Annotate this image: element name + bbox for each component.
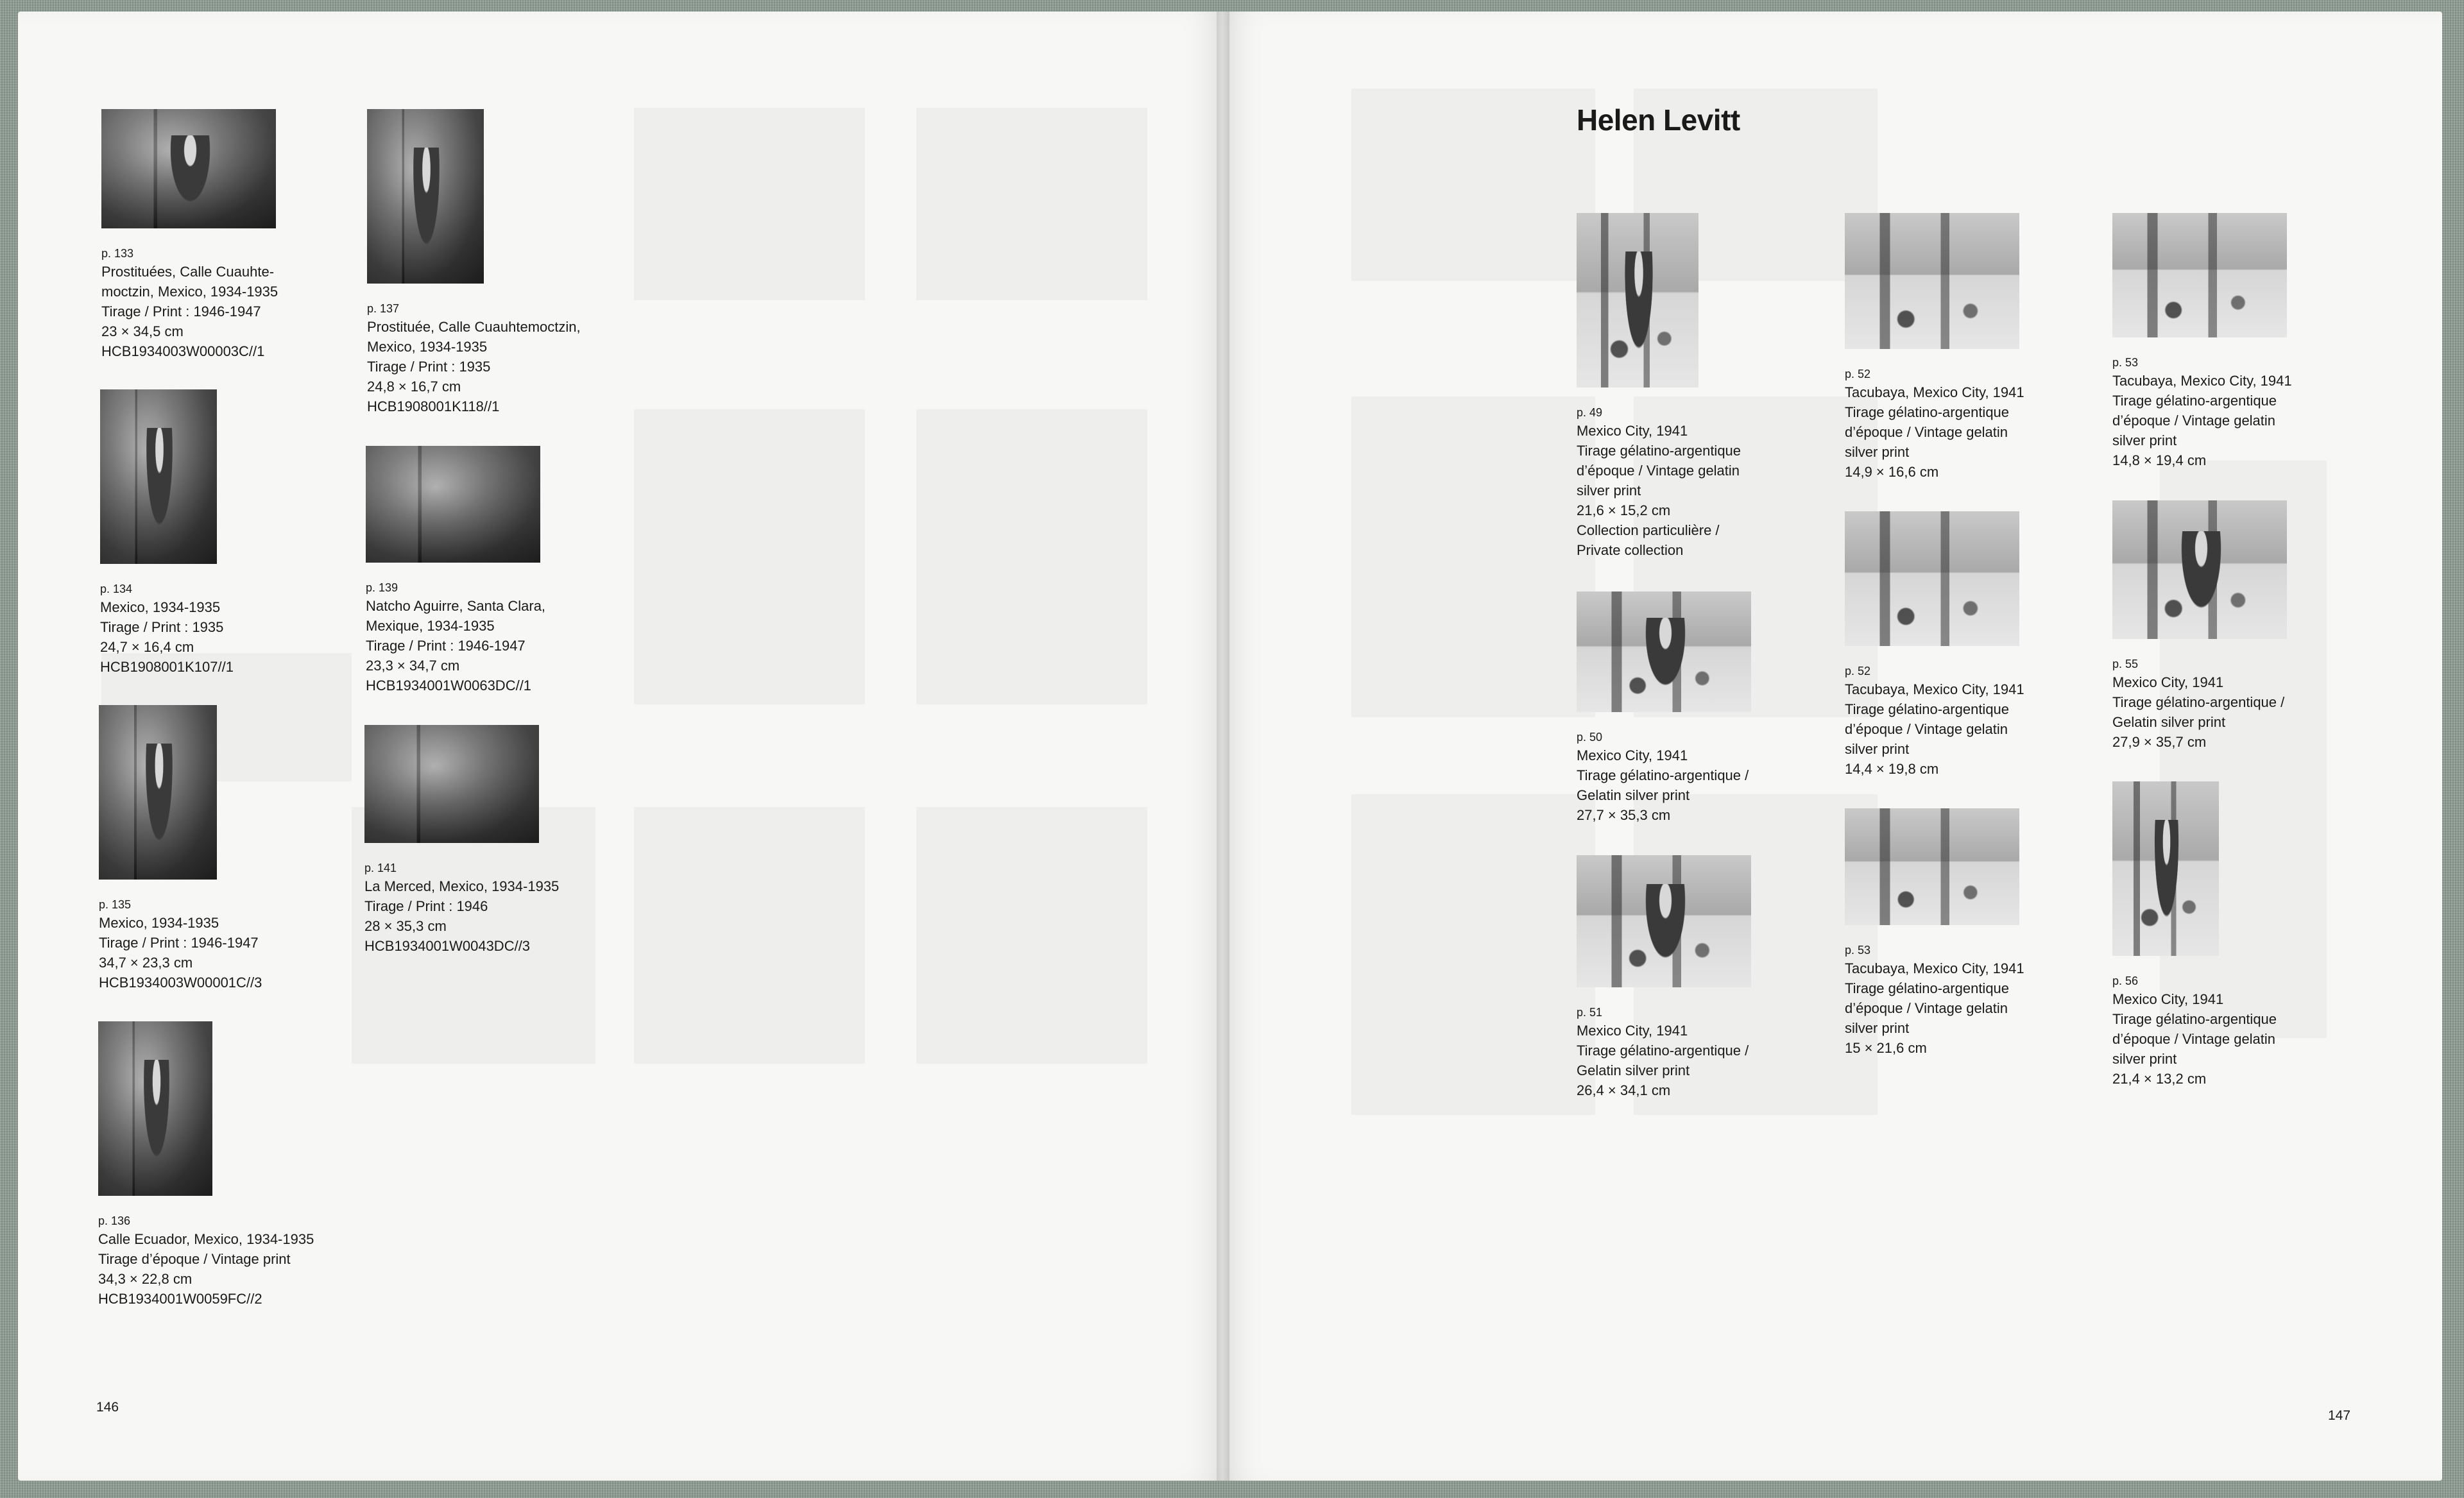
caption-line: 14,9 × 16,6 cm [1845,464,1939,480]
page-reference: p. 56 [2112,975,2139,987]
catalog-entry [2112,213,2382,470]
show-through [1351,89,1595,281]
caption-line: Tirage gélatino-argentique / [1577,767,1749,783]
entry-caption [98,1213,368,1309]
caption-line: Tirage d’époque / Vintage print [98,1251,291,1267]
page-reference: p. 52 [1845,368,1871,380]
caption-line: 34,7 × 23,3 cm [99,955,193,971]
caption-line: HCB1934001W0059FC//2 [98,1291,262,1307]
entry-caption [364,860,634,956]
catalog-entry [366,446,635,695]
caption-line: Mexico City, 1941 [1577,747,1688,763]
entry-caption [99,896,368,992]
caption-line: 21,4 × 13,2 cm [2112,1071,2207,1087]
photo-thumbnail [98,1021,212,1196]
caption-line: HCB1908001K107//1 [100,659,234,675]
catalog-entry [364,725,634,956]
catalog-entry [1845,213,2114,482]
caption-line: Tirage / Print : 1946 [364,898,488,914]
show-through [916,409,1147,704]
caption-line: Tacubaya, Mexico City, 1941 [1845,960,2024,976]
photo-thumbnail [1577,855,1751,987]
caption-line: d’époque / Vintage gelatin [1845,1000,2008,1016]
caption-line: 23 × 34,5 cm [101,323,184,339]
caption-line: d’époque / Vintage gelatin [1845,721,2008,737]
photo-thumbnail [2112,781,2219,956]
page-number: 147 [2328,1408,2351,1423]
caption-line: d’époque / Vintage gelatin [1577,463,1740,479]
caption-line: 27,7 × 35,3 cm [1577,807,1671,823]
caption-line: 23,3 × 34,7 cm [366,658,460,674]
caption-line: HCB1934001W0043DC//3 [364,938,531,954]
caption-line: Mexico, 1934-1935 [100,599,221,615]
photo-thumbnail [1577,592,1751,712]
caption-line: La Merced, Mexico, 1934-1935 [364,878,560,894]
photo-thumbnail [100,389,217,564]
entry-caption [1845,366,2114,482]
show-through [634,409,865,704]
catalog-entry [1577,213,1846,560]
catalog-entry [2112,500,2382,752]
entry-caption [1845,663,2114,779]
caption-line: HCB1934003W00003C//1 [101,343,265,359]
caption-line: silver print [1577,482,1641,498]
caption-line: Tacubaya, Mexico City, 1941 [2112,373,2292,389]
page-reference: p. 135 [99,898,132,911]
caption-line: Tirage / Print : 1946-1947 [101,303,261,319]
entry-caption [2112,973,2382,1089]
page-reference: p. 53 [2112,356,2139,369]
photo-thumbnail [1845,808,2019,925]
page-reference: p. 134 [100,583,133,595]
page-reference: p. 137 [367,302,400,315]
caption-line: Tirage gélatino-argentique [1845,980,2010,996]
page-number: 146 [96,1400,119,1415]
show-through [1351,396,1595,717]
entry-caption [1577,404,1846,560]
caption-line: Gelatin silver print [2112,714,2226,730]
entry-caption [1845,942,2114,1058]
caption-line: 24,8 × 16,7 cm [367,379,461,395]
caption-line: Private collection [1577,542,1684,558]
catalog-entry [99,705,368,992]
photo-thumbnail [101,109,276,228]
catalog-entry [1577,855,1846,1100]
caption-line: Tirage / Print : 1946-1947 [99,935,259,951]
entry-caption [1577,1004,1846,1100]
catalog-entry [98,1021,368,1309]
caption-line: Mexico, 1934-1935 [99,915,219,931]
show-through [916,108,1147,300]
entry-caption [101,245,371,361]
book-gutter [1217,12,1229,1481]
caption-line: HCB1934001W0063DC//1 [366,677,532,694]
caption-line: Tirage gélatino-argentique [2112,1011,2277,1027]
artist-heading: Helen Levitt [1577,103,1740,137]
catalog-entry [1845,808,2114,1058]
photo-thumbnail [1845,213,2019,349]
caption-line: Prostituées, Calle Cuauhte- [101,264,275,280]
catalog-entry [1577,592,1846,825]
show-through [1351,794,1595,1115]
caption-line: Tirage gélatino-argentique / [1577,1043,1749,1059]
caption-line: Tirage gélatino-argentique [2112,393,2277,409]
caption-line: 14,8 × 19,4 cm [2112,452,2207,468]
caption-line: HCB1934003W00001C//3 [99,975,262,991]
catalog-entry [367,109,637,416]
caption-line: 14,4 × 19,8 cm [1845,761,1939,777]
caption-line: 24,7 × 16,4 cm [100,639,194,655]
caption-line: moctzin, Mexico, 1934-1935 [101,284,278,300]
photo-thumbnail [2112,213,2287,337]
page-reference: p. 53 [1845,944,1871,957]
entry-caption [366,579,635,695]
page-reference: p. 141 [364,862,397,874]
caption-line: Mexico City, 1941 [1577,1023,1688,1039]
caption-line: Tirage gélatino-argentique / [2112,694,2285,710]
caption-line: Mexique, 1934-1935 [366,618,495,634]
photo-thumbnail [366,446,540,563]
entry-caption [2112,354,2382,470]
catalog-entry [1845,511,2114,779]
entry-caption [100,581,370,677]
caption-line: Gelatin silver print [1577,1062,1690,1078]
caption-line: Tirage / Print : 1935 [100,619,224,635]
photo-thumbnail [2112,500,2287,639]
page-reference: p. 51 [1577,1006,1603,1019]
caption-line: Mexico City, 1941 [2112,674,2224,690]
caption-line: Tirage gélatino-argentique [1845,701,2010,717]
show-through [916,807,1147,1064]
caption-line: Natcho Aguirre, Santa Clara, [366,598,546,614]
photo-thumbnail [367,109,484,284]
caption-line: Tirage gélatino-argentique [1845,404,2010,420]
caption-line: 34,3 × 22,8 cm [98,1271,193,1287]
page-reference: p. 52 [1845,665,1871,677]
page-reference: p. 50 [1577,731,1603,744]
caption-line: silver print [1845,741,1910,757]
catalog-entry [2112,781,2382,1089]
caption-line: 26,4 × 34,1 cm [1577,1082,1671,1098]
caption-line: d’époque / Vintage gelatin [2112,1031,2276,1047]
show-through [634,807,865,1064]
entry-caption [1577,729,1846,825]
caption-line: 21,6 × 15,2 cm [1577,502,1671,518]
photo-thumbnail [1845,511,2019,646]
caption-line: silver print [1845,444,1910,460]
caption-line: Calle Ecuador, Mexico, 1934-1935 [98,1231,314,1247]
caption-line: Mexico, 1934-1935 [367,339,488,355]
caption-line: Collection particulière / [1577,522,1720,538]
caption-line: Tirage gélatino-argentique [1577,443,1741,459]
caption-line: 15 × 21,6 cm [1845,1040,1927,1056]
caption-line: d’époque / Vintage gelatin [2112,413,2276,429]
caption-line: Prostituée, Calle Cuauhtemoctzin, [367,319,581,335]
entry-caption [367,300,637,416]
caption-line: silver print [2112,1051,2177,1067]
caption-line: Mexico City, 1941 [2112,991,2224,1007]
caption-line: Tirage / Print : 1946-1947 [366,638,526,654]
caption-line: Gelatin silver print [1577,787,1690,803]
caption-line: silver print [1845,1020,1910,1036]
photo-thumbnail [1577,213,1698,387]
caption-line: 27,9 × 35,7 cm [2112,734,2207,750]
caption-line: Mexico City, 1941 [1577,423,1688,439]
show-through [634,108,865,300]
catalog-entry [100,389,370,677]
photo-thumbnail [364,725,539,843]
caption-line: d’époque / Vintage gelatin [1845,424,2008,440]
caption-line: Tirage / Print : 1935 [367,359,491,375]
page-reference: p. 49 [1577,406,1603,419]
caption-line: Tacubaya, Mexico City, 1941 [1845,681,2024,697]
caption-line: 28 × 35,3 cm [364,918,447,934]
page-reference: p. 139 [366,581,398,594]
photo-thumbnail [99,705,217,880]
entry-caption [2112,656,2382,752]
caption-line: HCB1908001K118//1 [367,398,500,414]
catalog-entry [101,109,371,361]
page-reference: p. 133 [101,247,134,260]
page-reference: p. 136 [98,1214,131,1227]
caption-line: Tacubaya, Mexico City, 1941 [1845,384,2024,400]
caption-line: silver print [2112,432,2177,448]
page-reference: p. 55 [2112,658,2139,670]
